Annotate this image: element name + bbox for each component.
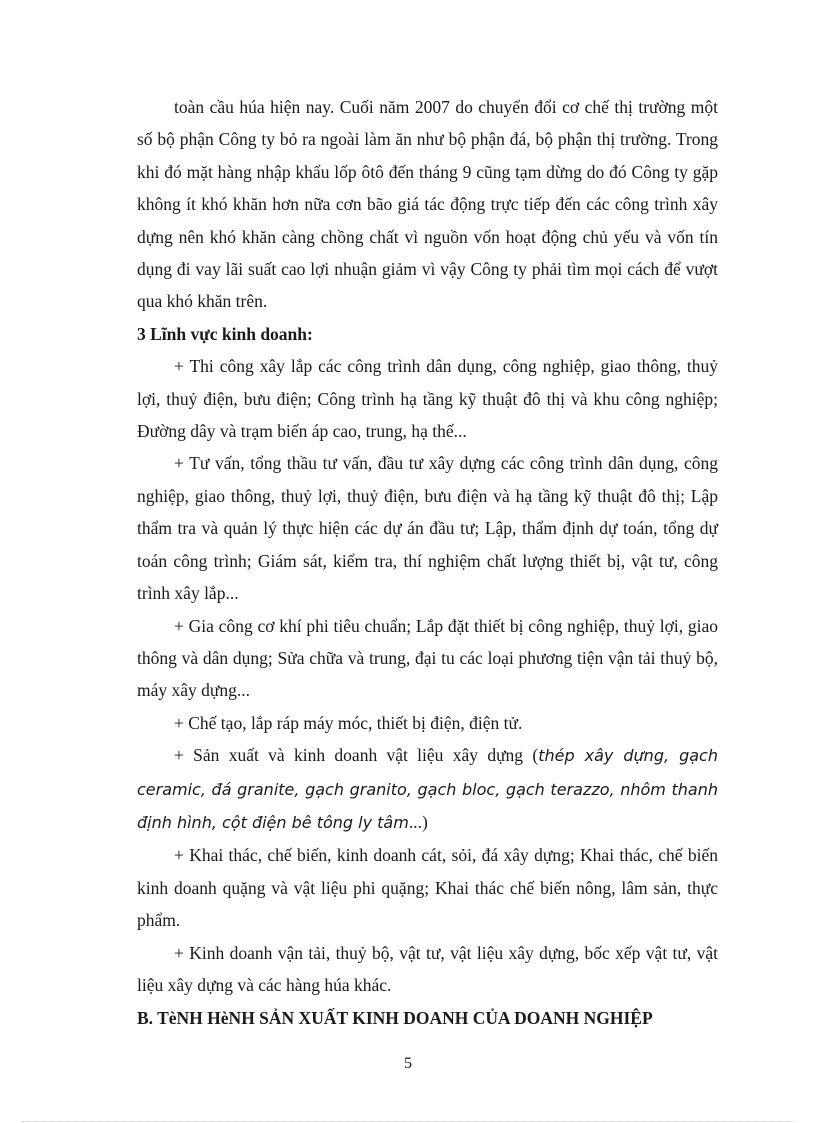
section-heading-production: B. TèNH HèNH SẢN XUẤT KINH DOANH CỦA DOANH NGHIỆP (137, 1008, 653, 1029)
materials-list: thép xây dựng, gạch ceramic, đá granite, gạch granito, gạch bloc, gạch terazzo, nhôm thanh định hình, cột điện bê tông ly tâm (137, 746, 718, 832)
intro-paragraph: toàn cầu húa hiện nay. Cuối năm 2007 do chuyển đổi cơ chế thị trường một số bộ phận Công ty bỏ ra ngoài làm ăn như bộ phận đá, bộ phận thị trường. Trong khi đó mặt hàng nhập khẩu lốp ôtô đến tháng 9 cũng tạm dừng do đó Công ty gặp không ít khó khăn hơn nữa cơn bão giá tác động trực tiếp đến các công trình xây dựng nên khó khăn càng chồng chất vì nguồn vốn hoạt động chủ yếu và vốn tín dụng đi vay lãi suất cao lợi nhuận giảm vì vậy Công ty phải tìm mọi cách để vượt qua khó khăn trên. (137, 97, 718, 312)
page-bottom-divider (22, 1121, 794, 1122)
business-item: + Kinh doanh vận tải, thuỷ bộ, vật tư, vật liệu xây dựng, bốc xếp vật tư, vật liệu xây dựng và các hàng húa khác. (137, 942, 718, 995)
business-item: + Gia công cơ khí phi tiêu chuẩn; Lắp đặt thiết bị công nghiệp, thuỷ lợi, giao thông và dân dụng; Sửa chữa và trung, đại tu các loại phương tiện vận tải thuỷ bộ, máy xây dựng... (137, 615, 718, 701)
materials-prefix: + Sản xuất và kinh doanh vật liệu xây dựng ( (174, 745, 539, 766)
materials-suffix: ...) (408, 811, 428, 832)
page-number: 5 (404, 1055, 412, 1072)
business-item: + Thi công xây lắp các công trình dân dụng, công nghiệp, giao thông, thuỷ lợi, thuỷ điện, bưu điện; Công trình hạ tầng kỹ thuật đô thị và khu công nghiệp; Đường dây và trạm biến áp cao, trung, hạ thế... (137, 356, 718, 442)
section-heading-business-fields: 3 Lĩnh vực kinh doanh: (137, 323, 313, 344)
business-item-materials (137, 739, 718, 839)
page-body (137, 91, 718, 1035)
business-item: + Tư vấn, tổng thầu tư vấn, đầu tư xây dựng các công trình dân dụng, công nghiệp, giao thông, thuỷ lợi, thuỷ điện, bưu điện và hạ tầng kỹ thuật đô thị; Lập thẩm tra và quản lý thực hiện các dự án đầu tư; Lập, thẩm định dự toán, tổng dự toán công trình; Giám sát, kiểm tra, thí nghiệm chất lượng thiết bị, vật tư, công trình xây lắp... (137, 453, 718, 604)
business-item: + Khai thác, chế biến, kinh doanh cát, sỏi, đá xây dựng; Khai thác, chế biến kinh doanh quặng và vật liệu phi quặng; Khai thác chế biến nông, lâm sản, thực phẩm. (137, 845, 718, 931)
business-item: + Chế tạo, lắp ráp máy móc, thiết bị điện, điện tử. (174, 712, 523, 733)
